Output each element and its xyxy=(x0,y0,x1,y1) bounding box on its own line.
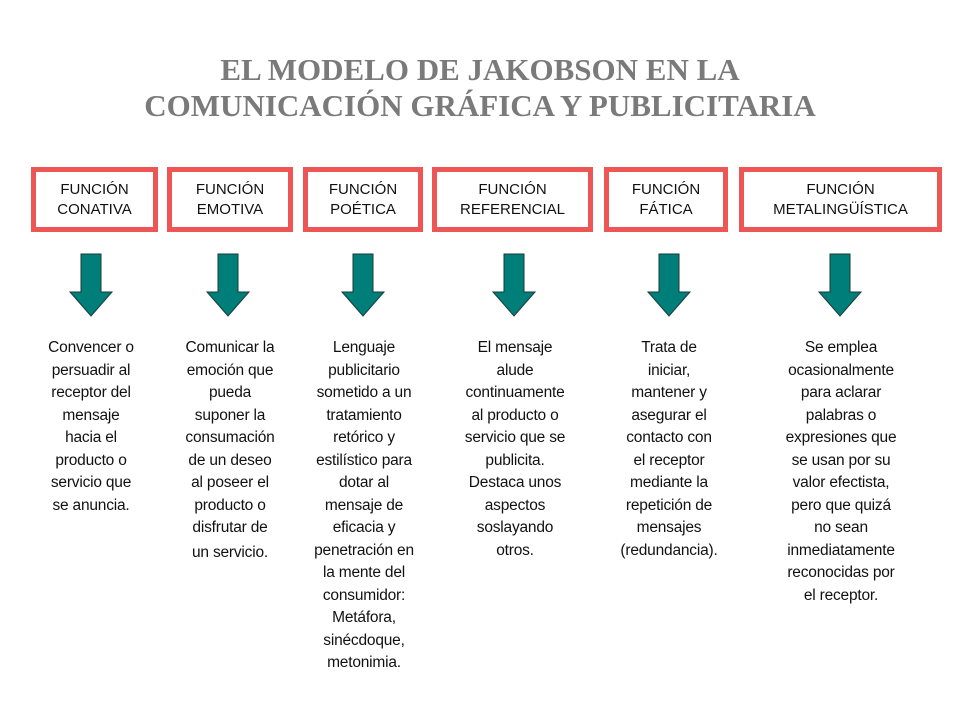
down-arrow-icon xyxy=(69,253,113,317)
down-arrow-icon xyxy=(647,253,691,317)
description-poetica xyxy=(300,337,428,675)
description-line: otros. xyxy=(496,541,534,559)
function-box-conativa xyxy=(31,167,158,232)
function-label-line1: FUNCIÓN xyxy=(806,180,875,198)
description-line: estilístico para xyxy=(316,451,412,469)
description-line: repetición de xyxy=(625,496,713,514)
function-label-line2: CONATIVA xyxy=(57,200,132,218)
description-line: valor efectista, xyxy=(792,474,890,491)
down-arrow-icon xyxy=(818,253,862,317)
description-line: emoción que xyxy=(186,361,274,379)
description-line: el receptor. xyxy=(803,586,879,604)
down-arrow-icon xyxy=(492,253,536,317)
description-line: al poseer el xyxy=(191,474,269,491)
description-line: se usan por su xyxy=(791,451,891,469)
description-line: disfrutar de xyxy=(192,519,268,536)
description-line: pero que quizá xyxy=(791,496,891,514)
description-emotiva xyxy=(166,337,294,564)
description-line: mensaje de xyxy=(324,496,404,514)
description-line: Se emplea xyxy=(804,339,878,356)
description-line: persuadir al xyxy=(51,361,131,379)
description-line: contacto con xyxy=(626,429,712,446)
description-line: Lenguaje xyxy=(332,339,396,356)
down-arrow-icon xyxy=(206,253,250,317)
description-metalinguistica xyxy=(768,337,914,607)
function-label-line2: POÉTICA xyxy=(330,200,396,218)
description-line: publicita. xyxy=(485,451,545,469)
description-line: de un deseo xyxy=(188,451,272,469)
description-line: (redundancia). xyxy=(620,541,718,559)
description-line: mensajes xyxy=(636,519,702,536)
description-line: se anuncia. xyxy=(52,496,130,514)
description-line: publicitario xyxy=(328,361,400,379)
function-label-line2: EMOTIVA xyxy=(196,200,264,218)
description-line: consumación xyxy=(185,429,275,446)
description-line: continuamente xyxy=(465,384,565,401)
description-line: servicio que xyxy=(50,474,132,491)
description-line: retórico y xyxy=(333,429,395,446)
description-line: mantener y xyxy=(631,384,707,401)
description-line: metonimia. xyxy=(327,654,401,671)
description-line: dotar al xyxy=(338,474,390,491)
page-title xyxy=(0,52,960,124)
description-line: mediante la xyxy=(630,474,708,491)
description-line: Comunicar la xyxy=(185,339,275,356)
description-line: servicio que se xyxy=(464,429,566,446)
description-line: iniciar, xyxy=(647,361,691,379)
function-label-line1: FUNCIÓN xyxy=(478,180,547,198)
description-line: ocasionalmente xyxy=(788,361,894,379)
description-line: El mensaje xyxy=(477,339,553,356)
description-line: consumidor: xyxy=(322,586,406,604)
description-line: producto o xyxy=(194,496,266,514)
description-line: Metáfora, xyxy=(332,609,396,626)
function-box-emotiva xyxy=(167,167,293,232)
function-box-metalinguistica xyxy=(739,167,942,232)
description-line: eficacia y xyxy=(332,519,396,536)
description-line: alude xyxy=(496,361,534,379)
description-line: penetración en xyxy=(314,541,414,559)
function-label-line1: FUNCIÓN xyxy=(328,180,398,198)
description-line: un servicio. xyxy=(192,543,268,561)
description-line: producto o xyxy=(55,451,127,469)
description-line: receptor del xyxy=(51,384,131,401)
description-conativa xyxy=(26,337,156,517)
function-label-line2: REFERENCIAL xyxy=(459,200,566,218)
description-line: reconocidas por xyxy=(787,564,895,581)
description-line: palabras o xyxy=(805,406,877,424)
description-line: Destaca unos xyxy=(468,474,562,491)
description-line: asegurar el xyxy=(631,406,707,424)
function-label-line1: FUNCIÓN xyxy=(60,180,129,198)
description-referencial xyxy=(448,337,582,562)
description-line: aspectos xyxy=(484,496,546,514)
description-line: tratamiento xyxy=(326,406,402,424)
description-line: Trata de xyxy=(641,339,697,356)
down-arrow-icon xyxy=(341,253,385,317)
function-box-referencial xyxy=(432,167,593,232)
title-line-2: COMUNICACIÓN GRÁFICA Y PUBLICITARIA xyxy=(144,88,816,123)
description-line: sinécdoque, xyxy=(323,631,405,649)
description-line: expresiones que xyxy=(785,429,897,446)
function-box-poetica xyxy=(303,167,423,232)
description-line: soslayando xyxy=(476,519,554,536)
description-line: no sean xyxy=(814,519,868,536)
function-label-line2: FÁTICA xyxy=(639,200,693,218)
description-line: la mente del xyxy=(322,564,406,581)
description-line: hacia el xyxy=(65,429,117,446)
description-line: mensaje xyxy=(62,406,120,424)
description-line: el receptor xyxy=(633,451,705,469)
title-line-1: EL MODELO DE JAKOBSON EN LA xyxy=(220,52,740,87)
description-line: suponer la xyxy=(194,406,266,424)
description-fatica xyxy=(604,337,734,562)
description-line: al producto o xyxy=(471,406,559,424)
description-line: Convencer o xyxy=(48,339,134,356)
description-line: inmediatamente xyxy=(787,541,895,559)
description-line: para aclarar xyxy=(800,384,882,401)
function-box-fatica xyxy=(604,167,728,232)
description-line: sometido a un xyxy=(316,384,412,401)
description-line: pueda xyxy=(208,384,252,401)
function-label-line1: FUNCIÓN xyxy=(195,180,265,198)
function-label-line2: METALINGÜÍSTICA xyxy=(773,200,908,218)
function-label-line1: FUNCIÓN xyxy=(631,180,701,198)
